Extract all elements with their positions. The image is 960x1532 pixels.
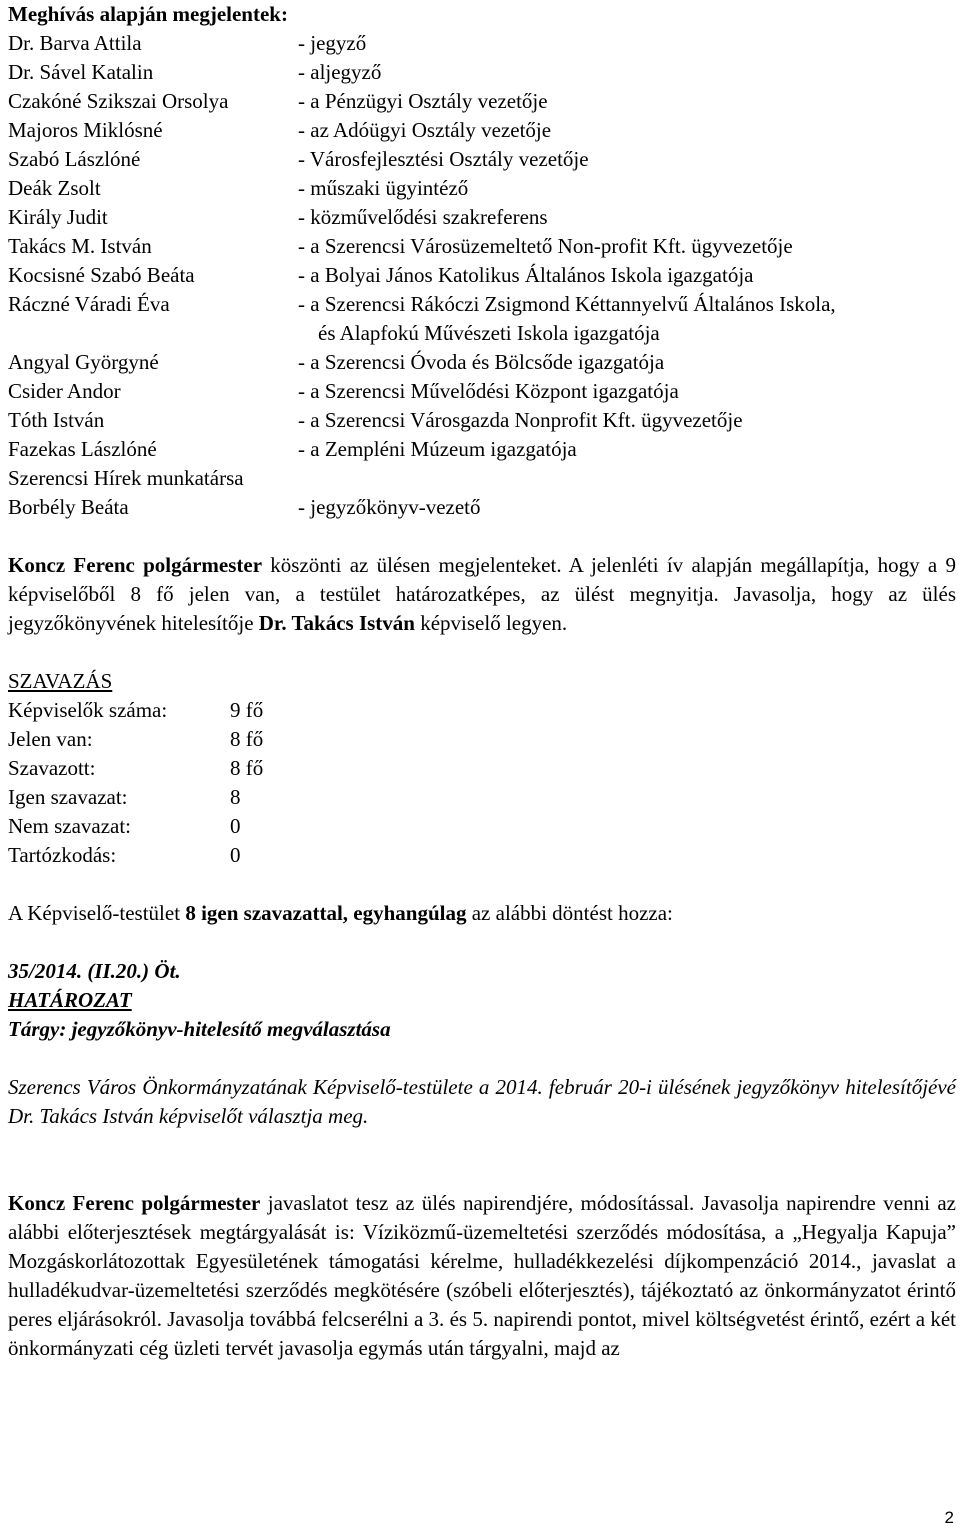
attendee-name: Borbély Beáta [8,495,129,519]
mayor-name-2: Koncz Ferenc polgármester [8,1191,261,1215]
attendee-role: - a Szerencsi Városgazda Nonprofit Kft. ügyvezetője [298,408,743,432]
attendee-role: - az Adóügyi Osztály vezetője [298,118,552,142]
vote-label: Jelen van: [8,727,93,751]
attendee-row [8,377,956,406]
attendee-row [8,58,956,87]
attendee-name: Fazekas Lászlóné [8,437,157,461]
attendee-row [8,290,956,319]
attendee-row [8,464,956,493]
vote-value: 8 [230,785,241,809]
attendee-name: Tóth István [8,408,105,432]
attendee-role: - a Szerencsi Rákóczi Zsigmond Kéttannyelvű Általános Iskola, [298,292,836,316]
attendee-role: - a Szerencsi Városüzemeltető Non-profit Kft. ügyvezetője [298,234,793,258]
vote-label: Képviselők száma: [8,698,168,722]
attendee-row [8,87,956,116]
attendee-row [8,261,956,290]
attendee-role: - műszaki ügyintéző [298,176,469,200]
attendee-row [8,145,956,174]
attendee-row [8,203,956,232]
vote-value: 8 fő [230,756,264,780]
vote-table [8,696,956,870]
attendee-role: - jegyzőkönyv-vezető [298,495,481,519]
attendee-role: - közművelődési szakreferens [298,205,548,229]
resolution-text: Szerencs Város Önkormányzatának Képviselő-testülete a 2014. február 20-i ülésének jegyzőkönyv hitelesítőjévé Dr. Takács István képviselőt választja meg. [8,1075,956,1128]
attendee-role: - a Pénzügyi Osztály vezetője [298,89,548,113]
document-page [8,0,956,1363]
decision-result: 8 igen szavazattal, egyhangúlag [185,901,467,925]
attendee-name: Szerencsi Hírek munkatársa [8,466,244,490]
attendee-row [8,348,956,377]
attendee-role: - a Zempléni Múzeum igazgatója [298,437,577,461]
vote-row [8,754,956,783]
vote-row [8,696,956,725]
decision-line [8,899,956,928]
attendee-role [298,464,956,493]
opening-text-end: képviselő legyen. [414,611,568,635]
resolution-number: 35/2014. (II.20.) Öt. [8,959,181,983]
vote-row [8,783,956,812]
vote-title: SZAVAZÁS [8,669,113,693]
attendee-row [8,116,956,145]
resolution-subject: Tárgy: jegyzőkönyv-hitelesítő megválasztása [8,1017,391,1041]
attendee-name: Dr. Sável Katalin [8,60,154,84]
authenticator-name: Dr. Takács István [258,611,415,635]
opening-text: köszönti az ülésen megjelenteket. A jelenléti ív alapján megállapítja, hogy a 9 képviselőből 8 fő jelen van, a testület határozatképes, az ülést megnyitja. Javasolja, hogy az ülés jegyzőkönyvének hitelesítője [8,553,956,635]
attendee-row [8,232,956,261]
attendees-list [8,29,956,522]
page-number: 2 [944,1508,954,1527]
vote-row [8,725,956,754]
attendee-role: - a Szerencsi Művelődési Központ igazgatója [298,379,679,403]
attendee-name: Kocsisné Szabó Beáta [8,263,195,287]
attendee-role: - aljegyző [298,60,382,84]
attendee-name: Angyal Györgyné [8,350,159,374]
vote-row [8,841,956,870]
attendee-role-continuation: és Alapfokú Művészeti Iskola igazgatója [318,321,660,345]
resolution-title: HATÁROZAT [8,988,132,1012]
opening-paragraph [8,551,956,638]
attendee-name: Dr. Barva Attila [8,31,142,55]
attendee-role: - Városfejlesztési Osztály vezetője [298,147,589,171]
agenda-paragraph [8,1189,956,1363]
attendee-row [8,493,956,522]
attendee-name: Majoros Miklósné [8,118,163,142]
vote-label: Szavazott: [8,756,96,780]
attendee-name: Deák Zsolt [8,176,101,200]
attendee-name: Czakóné Szikszai Orsolya [8,89,229,113]
attendee-row [8,174,956,203]
attendee-role: - a Szerencsi Óvoda és Bölcsőde igazgatója [298,350,665,374]
agenda-text: javaslatot tesz az ülés napirendjére, módosítással. Javasolja napirendre venni az alábbi előterjesztések megtárgyalását is: Víziközmű-üzemeltetési szerződés módosítása, a „Hegyalja Kapuja” Mozgáskorlátozottak Egyesületének támogatási kérelme, hulladékkezelési díjkompenzáció 2014., javaslat a hulladékudvar-üzemeltetési szerződés megkötésére (szóbeli előterjesztés), tájékoztató az önkormányzatot érintő peres eljárásokról. Javasolja továbbá felcserélni a 3. és 5. napirendi pontot, mivel költségvetést érintő, ezért a két önkormányzati cég üzleti tervét javasolja egymás után tárgyalni, majd az [8,1191,956,1360]
attendee-row [8,406,956,435]
attendee-name: Király Judit [8,205,108,229]
attendee-name: Takács M. István [8,234,152,258]
vote-label: Igen szavazat: [8,785,128,809]
attendee-name: Szabó Lászlóné [8,147,141,171]
attendee-role: - jegyző [298,31,367,55]
attendee-name: Csider Andor [8,379,121,403]
vote-row [8,812,956,841]
vote-value: 0 [230,843,241,867]
attendee-role: - a Bolyai János Katolikus Általános Iskola igazgatója [298,263,754,287]
attendee-row [8,435,956,464]
decision-text-end: az alábbi döntést hozza: [466,901,673,925]
decision-text: A Képviselő-testület [8,901,186,925]
vote-value: 8 fő [230,727,264,751]
vote-value: 9 fő [230,698,264,722]
attendees-heading: Meghívás alapján megjelentek: [8,2,288,26]
vote-label: Nem szavazat: [8,814,132,838]
attendee-row [8,29,956,58]
vote-label: Tartózkodás: [8,843,117,867]
attendee-name: Ráczné Váradi Éva [8,292,170,316]
mayor-name: Koncz Ferenc polgármester [8,553,263,577]
vote-value: 0 [230,814,241,838]
